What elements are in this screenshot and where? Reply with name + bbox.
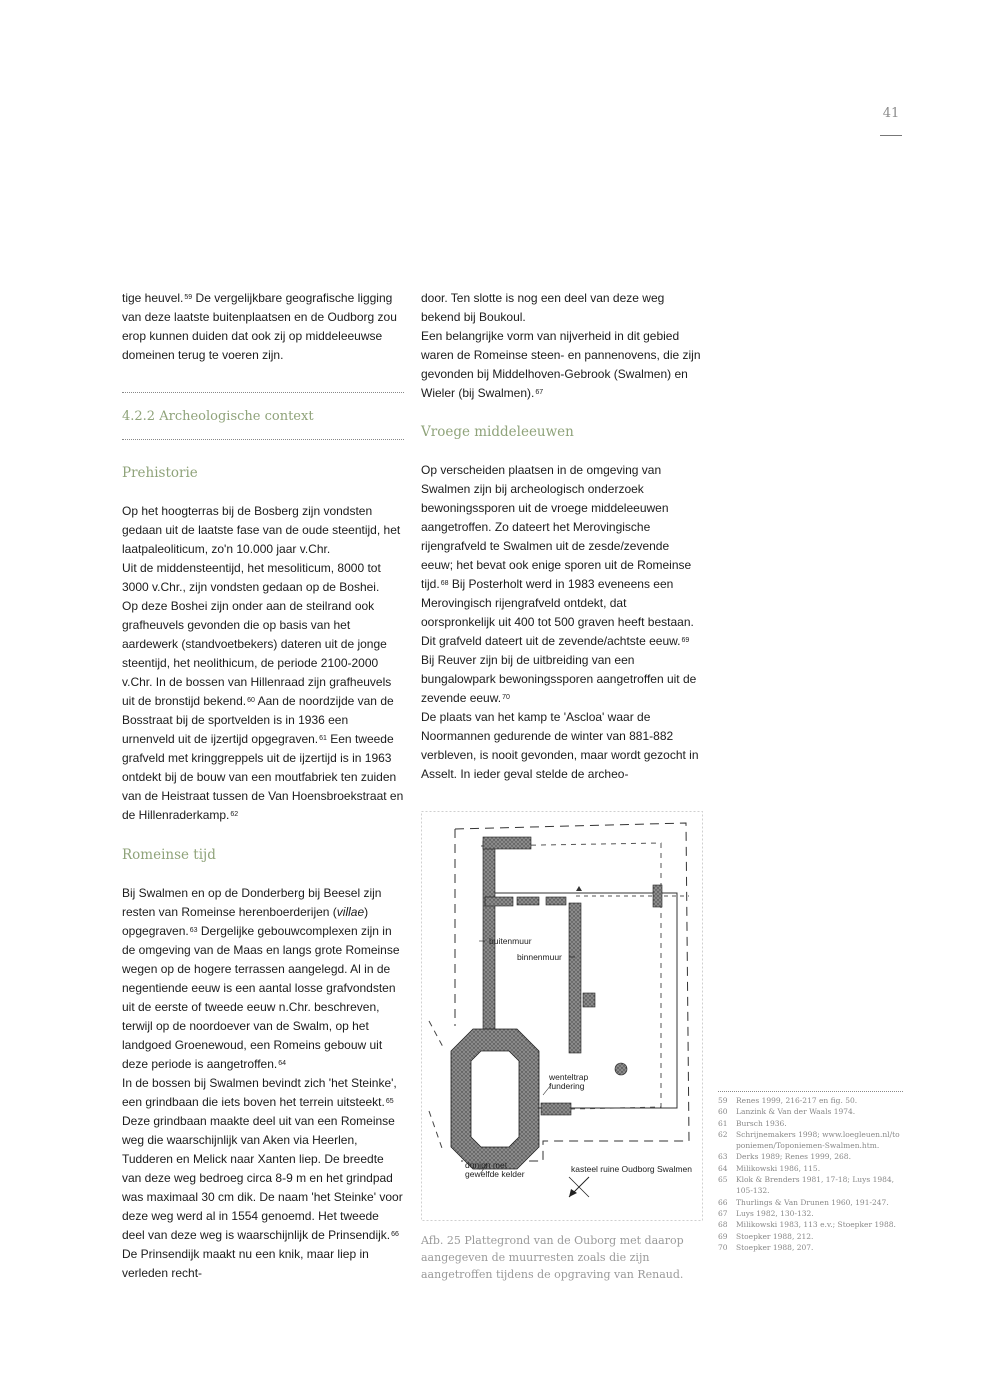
label-donjon: donjon met gewelfde kelder bbox=[465, 1160, 525, 1179]
footnote-ref[interactable]: 60 bbox=[247, 697, 255, 704]
section-rule-bottom bbox=[122, 439, 404, 440]
footnote-ref[interactable]: 69 bbox=[681, 637, 690, 644]
footnote-ref[interactable]: 66 bbox=[391, 1231, 399, 1238]
footnote-ref[interactable]: 63 bbox=[189, 927, 198, 934]
footnote-ref[interactable]: 65 bbox=[385, 1098, 394, 1105]
label-buitenmuur: buitenmuur bbox=[489, 936, 532, 946]
text-column-left bbox=[122, 289, 404, 1283]
ground-plan-drawing bbox=[421, 811, 703, 1221]
footnote: 66 Thurlings & Van Drunen 1960, 191-247. bbox=[718, 1197, 889, 1207]
paragraph: Een belangrijke vorm van nijverheid in dit gebied waren de Romeinse steen- en pannenovens, die zijn gevonden bij Middelhoven-Gebrook (Swalmen) en Wieler (bij Swalmen).$^{67}$ bbox=[421, 329, 701, 400]
paragraph: Uit de middensteentijd, het mesoliticum, 8000 tot 3000 v.Chr., zijn vondsten gedaan op de Boshei. bbox=[122, 561, 381, 594]
subheading-romeinse-tijd: Romeinse tijd bbox=[122, 847, 216, 863]
footnote: 65 Klok & Brenders 1981, 17-18; Luys 1984, 105-132. bbox=[718, 1175, 895, 1196]
ground-plan-figure bbox=[421, 811, 703, 1221]
footnote-ref[interactable]: 59 bbox=[184, 294, 193, 301]
footnote: 64 Milikowski 1986, 115. bbox=[718, 1163, 821, 1173]
section-rule-top bbox=[122, 392, 404, 393]
paragraph: door. Ten slotte is nog een deel van deze weg bekend bij Boukoul. bbox=[421, 291, 665, 324]
footnote: 59 Renes 1999, 216-217 en fig. 50. bbox=[718, 1096, 858, 1105]
footnote-ref[interactable]: 61 bbox=[319, 735, 327, 742]
paragraph: Op verscheiden plaatsen in de omgeving van Swalmen zijn bij archeologisch onderzoek bewoningssporen uit de vroege middeleeuwen aangetroffen. Zo dateert het Merovingische rijengrafveld te Swalmen uit de zesde/zevende eeuw; het bevat ook enige sporen uit de Romeinse tijd.$^{68}$ Bij Posterholt werd in 1983 eveneens een Merovingisch rijengrafveld ontdekt, dat oorspronkelijk uit 400 tot 500 graven heeft bestaan. Dit grafveld dateert uit de zevende/achtste eeuw.$^{69}$ Bij Reuver zijn bij de uitbreiding van een bungalowpark bewoningssporen aangetroffen uit de zevende eeuw.$^{70}$ bbox=[421, 463, 697, 705]
figure-caption: Afb. 25 Plattegrond van de Ouborg met daarop aangegeven de muurresten zoals die zijn aangetroffen tijdens de opgraving van Renaud. bbox=[421, 1234, 684, 1281]
footnote: 62 Schrijnemakers 1998; www.loegleuen.nl/toponiemen/Toponiemen-Swalmen.htm. bbox=[718, 1129, 900, 1151]
footnote-ref[interactable]: 67 bbox=[535, 389, 544, 396]
footnote-ref[interactable]: 70 bbox=[502, 694, 510, 701]
subheading-prehistorie: Prehistorie bbox=[122, 465, 198, 481]
label-wenteltrap: wenteltrap fundering bbox=[549, 1072, 589, 1091]
label-binnenmuur: binnenmuur bbox=[517, 952, 562, 962]
footnote: 63 Derks 1989; Renes 1999, 268. bbox=[718, 1152, 851, 1162]
paragraph: Op het hoogterras bij de Bosberg zijn vondsten gedaan uit de laatste fase van de oude steentijd, het laatpaleoliticum, zo'n 10.000 jaar v.Chr. bbox=[122, 504, 401, 556]
footnote: 70 Stoepker 1988, 207. bbox=[718, 1242, 814, 1252]
footnotes bbox=[718, 1091, 903, 1253]
text-column-right bbox=[421, 289, 703, 784]
paragraph: Bij Swalmen en op de Donderberg bij Beesel zijn resten van Romeinse herenboerderijen (villae) opgegraven.$^{63}$ Dergelijke gebouwcomplexen zijn in de omgeving van de Maas en langs grote Romeinse wegen op de hogere terrassen aangelegd. Al in de negentiende eeuw is een aantal losse grafvondsten uit de eerste of tweede eeuw n.Chr. beschreven, terwijl op de noordoever van de Swalm, op het landgoed Groenewoud, een Romeins gebouw uit deze periode is aangetroffen.$^{64}$ bbox=[122, 886, 400, 1071]
paragraph: tige heuvel.$^{59}$ De vergelijkbare geografische ligging van deze laatste buitenplaatsen en de Oudborg zou erop kunnen duiden dat ook zij op middeleeuwse domeinen terug te voeren zijn. bbox=[122, 291, 397, 362]
label-kasteel: kasteel ruine Oudborg Swalmen bbox=[571, 1164, 692, 1174]
footnote-ref[interactable]: 62 bbox=[230, 811, 239, 818]
paragraph: De plaats van het kamp te 'Ascloa' waar de Noormannen gedurende de winter van 881-882 verbleven, is nooit gevonden, maar wordt gezocht in Asselt. In ieder geval stelde de archeo- bbox=[421, 710, 699, 781]
subheading-vroege-middeleeuwen: Vroege middeleeuwen bbox=[421, 424, 574, 440]
footnote-ref[interactable]: 64 bbox=[278, 1060, 287, 1067]
paragraph: Op deze Boshei zijn onder aan de steilrand ook grafheuvels gevonden die op basis van het aardewerk (standvoetbekers) dateren uit de jonge steentijd, het neolithicum, de periode 2100-2000 v.Chr. In de bossen van Hillenraad zijn grafheuvels uit de bronstijd bekend.$^{60}$ Aan de noordzijde van de Bosstraat bij de sportvelden is in 1936 een urnenveld uit de ijzertijd opgegraven.$^{61}$ Een tweede grafveld met kringgreppels uit de ijzertijd is in 1963 ontdekt bij de bouw van een moutfabriek ten zuiden van de Heistraat tussen de Van Hoensbroekstraat en de Hillenraderkamp.$^{62}$ bbox=[122, 599, 404, 822]
footnote: 67 Luys 1982, 130-132. bbox=[718, 1208, 814, 1218]
footnote: 69 Stoepker 1988, 212. bbox=[718, 1231, 814, 1241]
page-number: 41 bbox=[882, 106, 900, 121]
page-number-rule bbox=[880, 135, 902, 136]
section-heading: 4.2.2 Archeologische context bbox=[122, 409, 314, 424]
footnote: 61 Bursch 1936. bbox=[718, 1118, 787, 1128]
footnote-ref[interactable]: 68 bbox=[440, 580, 449, 587]
footnote: 68 Milikowski 1983, 113 e.v.; Stoepker 1988. bbox=[718, 1220, 896, 1230]
footnote: 60 Lanzink & Van der Waals 1974. bbox=[718, 1107, 856, 1117]
paragraph: In de bossen bij Swalmen bevindt zich 'het Steinke', een grindbaan die iets boven het terrein uitsteekt.$^{65}$ Deze grindbaan maakte deel uit van een Romeinse weg die waarschijnlijk van Aken via Heerlen, Tudderen en Melick naar Xanten liep. De breedte van deze weg bedroeg circa 8-9 m en het grindpad was maximaal 30 cm dik. De naam 'het Steinke' voor deze weg werd al in 1554 genoemd. Het tweede deel van deze weg is waarschijnlijk de Prinsendijk.$^{66}$ De Prinsendijk maakt nu een knik, maar liep in verleden recht- bbox=[122, 1076, 403, 1280]
